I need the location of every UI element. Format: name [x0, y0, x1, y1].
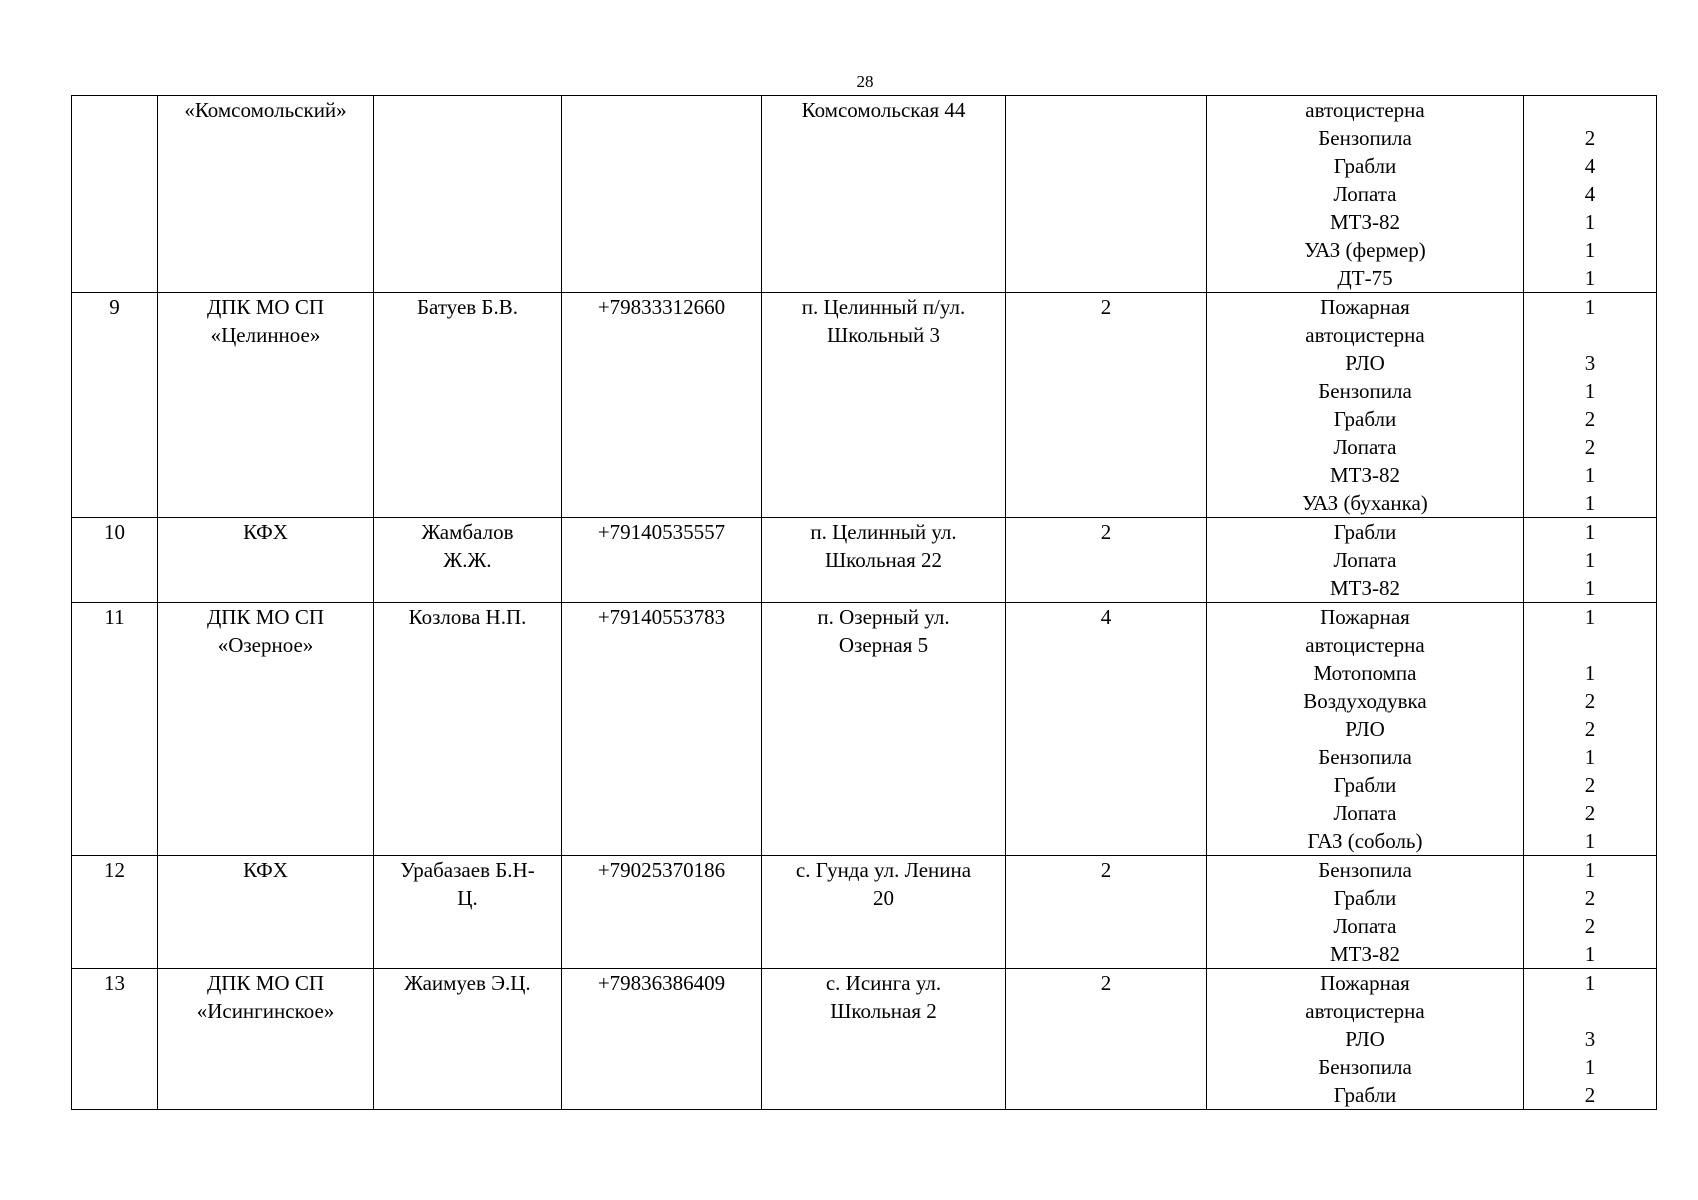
organization-cell-line: «Комсомольский» — [184, 98, 347, 122]
organization-cell — [158, 293, 374, 518]
equipment-qty-cell-line: 2 — [1584, 126, 1596, 150]
equipment-name-cell-line: Бензопила — [1318, 379, 1412, 403]
equipment-qty-cell-line: 1 — [1584, 661, 1596, 685]
equipment-name-cell-line: Бензопила — [1318, 858, 1412, 882]
head-name-cell — [374, 96, 562, 293]
organization-cell-line: ДПК МО СП — [206, 605, 324, 629]
phone-cell — [562, 293, 762, 518]
phone-cell — [562, 518, 762, 603]
equipment-qty-cell-line: 2 — [1584, 801, 1596, 825]
page-number: 28 — [856, 72, 874, 91]
organization-cell — [158, 603, 374, 856]
equipment-name-cell — [1207, 969, 1524, 1110]
table-row — [72, 518, 1657, 603]
personnel-count-cell-line: 2 — [1100, 971, 1112, 995]
equipment-qty-cell-line: 1 — [1584, 942, 1596, 966]
address-cell — [762, 969, 1006, 1110]
organization-cell — [158, 96, 374, 293]
phone-cell — [562, 603, 762, 856]
equipment-qty-cell-line — [1527, 997, 1653, 1025]
head-name-cell-line: Ц. — [457, 886, 478, 910]
equipment-qty-cell-line — [1527, 631, 1653, 659]
equipment-name-cell-line: автоцистерна — [1305, 633, 1425, 657]
equipment-qty-cell-line: 1 — [1584, 971, 1596, 995]
equipment-name-cell-line: Лопата — [1333, 435, 1397, 459]
head-name-cell-line: Козлова Н.П. — [408, 605, 527, 629]
row-number-cell — [72, 856, 158, 969]
address-cell — [762, 603, 1006, 856]
equipment-qty-cell-line: 4 — [1584, 154, 1596, 178]
equipment-name-cell-line: Лопата — [1333, 548, 1397, 572]
head-name-cell — [374, 603, 562, 856]
address-cell-line: Школьный 3 — [827, 323, 940, 347]
equipment-qty-cell-line: 1 — [1584, 858, 1596, 882]
equipment-name-cell-line: Грабли — [1333, 886, 1397, 910]
address-cell-line: Школьная 22 — [824, 548, 943, 572]
equipment-name-cell-line: Бензопила — [1318, 1055, 1412, 1079]
equipment-qty-cell-line: 1 — [1584, 829, 1596, 853]
equipment-name-cell — [1207, 518, 1524, 603]
address-cell — [762, 96, 1006, 293]
equipment-name-cell — [1207, 603, 1524, 856]
table-row — [72, 293, 1657, 518]
phone-cell — [562, 96, 762, 293]
equipment-qty-cell-line: 1 — [1584, 266, 1596, 290]
personnel-count-cell — [1006, 96, 1207, 293]
organization-cell — [158, 856, 374, 969]
row-number-cell — [72, 969, 158, 1110]
equipment-qty-cell-line: 2 — [1584, 886, 1596, 910]
equipment-qty-cell-line: 2 — [1584, 717, 1596, 741]
address-cell — [762, 293, 1006, 518]
equipment-name-cell-line: автоцистерна — [1305, 323, 1425, 347]
equipment-qty-cell-line: 2 — [1584, 1083, 1596, 1107]
equipment-name-cell-line: Воздуходувка — [1303, 689, 1427, 713]
equipment-name-cell — [1207, 96, 1524, 293]
phone-cell-line: +79140535557 — [597, 520, 726, 544]
phone-cell — [562, 969, 762, 1110]
equipment-name-cell-line: МТЗ-82 — [1329, 463, 1400, 487]
organization-cell-line: КФХ — [243, 520, 288, 544]
row-number-cell-line: 13 — [104, 971, 125, 995]
row-number-cell-line: 10 — [104, 520, 125, 544]
phone-cell-line: +79025370186 — [597, 858, 726, 882]
organization-cell — [158, 518, 374, 603]
organization-cell-line: «Целинное» — [210, 323, 321, 347]
row-number-cell-line: 12 — [104, 858, 125, 882]
head-name-cell — [374, 969, 562, 1110]
phone-cell — [562, 856, 762, 969]
table-row — [72, 603, 1657, 856]
equipment-qty-cell-line: 2 — [1584, 435, 1596, 459]
equipment-name-cell-line: УАЗ (фермер) — [1304, 238, 1426, 262]
address-cell-line: Комсомольская 44 — [801, 98, 966, 122]
address-cell-line: 20 — [873, 886, 894, 910]
equipment-table — [71, 95, 1657, 1110]
address-cell-line: с. Гунда ул. Ленина — [795, 858, 972, 882]
equipment-qty-cell — [1524, 96, 1657, 293]
address-cell — [762, 856, 1006, 969]
head-name-cell — [374, 293, 562, 518]
personnel-count-cell — [1006, 518, 1207, 603]
equipment-qty-cell-line: 2 — [1584, 689, 1596, 713]
equipment-name-cell — [1207, 856, 1524, 969]
equipment-name-cell-line: Бензопила — [1318, 745, 1412, 769]
table-row — [72, 96, 1657, 293]
table-row — [72, 969, 1657, 1110]
table-body — [72, 96, 1657, 1110]
equipment-name-cell-line: Грабли — [1333, 154, 1397, 178]
equipment-name-cell-line: автоцистерна — [1305, 999, 1425, 1023]
address-cell-line: п. Целинный п/ул. — [801, 295, 966, 319]
equipment-name-cell-line: Грабли — [1333, 520, 1397, 544]
equipment-qty-cell — [1524, 293, 1657, 518]
organization-cell-line: ДПК МО СП — [206, 295, 324, 319]
equipment-name-cell-line: Грабли — [1333, 773, 1397, 797]
equipment-qty-cell-line: 2 — [1584, 773, 1596, 797]
head-name-cell — [374, 518, 562, 603]
address-cell-line: Озерная 5 — [838, 633, 929, 657]
equipment-name-cell-line: ДТ-75 — [1337, 266, 1393, 290]
equipment-qty-cell — [1524, 518, 1657, 603]
equipment-qty-cell-line: 1 — [1584, 491, 1596, 515]
address-cell-line: п. Озерный ул. — [817, 605, 950, 629]
organization-cell — [158, 969, 374, 1110]
equipment-qty-cell-line: 1 — [1584, 295, 1596, 319]
equipment-qty-cell-line: 1 — [1584, 463, 1596, 487]
equipment-qty-cell-line: 1 — [1584, 745, 1596, 769]
equipment-name-cell-line: Мотопомпа — [1313, 661, 1417, 685]
organization-cell-line: КФХ — [243, 858, 288, 882]
equipment-qty-cell-line: 1 — [1584, 548, 1596, 572]
table-row — [72, 856, 1657, 969]
personnel-count-cell — [1006, 293, 1207, 518]
head-name-cell-line: Урабазаев Б.Н- — [400, 858, 535, 882]
address-cell-line: п. Целинный ул. — [810, 520, 957, 544]
equipment-qty-cell-line: 3 — [1584, 1027, 1596, 1051]
organization-cell-line: «Исингинское» — [196, 999, 335, 1023]
row-number-cell-line: 9 — [109, 295, 120, 319]
equipment-qty-cell-line: 1 — [1584, 1055, 1596, 1079]
address-cell-line: с. Исинга ул. — [825, 971, 942, 995]
equipment-name-cell-line: МТЗ-82 — [1329, 942, 1400, 966]
equipment-name-cell-line: автоцистерна — [1305, 98, 1425, 122]
head-name-cell-line: Ж.Ж. — [443, 548, 492, 572]
equipment-qty-cell-line — [1527, 321, 1653, 349]
equipment-qty-cell-line: 3 — [1584, 351, 1596, 375]
equipment-name-cell-line: Пожарная — [1320, 971, 1410, 995]
address-cell-line: Школьная 2 — [830, 999, 937, 1023]
personnel-count-cell — [1006, 969, 1207, 1110]
equipment-name-cell-line: РЛО — [1345, 1027, 1385, 1051]
equipment-qty-cell-line: 2 — [1584, 914, 1596, 938]
equipment-qty-cell-line: 2 — [1584, 407, 1596, 431]
personnel-count-cell — [1006, 603, 1207, 856]
equipment-name-cell-line: МТЗ-82 — [1329, 576, 1400, 600]
equipment-qty-cell-line — [1527, 96, 1653, 124]
equipment-qty-cell — [1524, 969, 1657, 1110]
phone-cell-line: +79140553783 — [597, 605, 726, 629]
row-number-cell-line: 11 — [104, 605, 125, 629]
personnel-count-cell — [1006, 856, 1207, 969]
equipment-name-cell-line: Пожарная — [1320, 295, 1410, 319]
equipment-name-cell-line: Бензопила — [1318, 126, 1412, 150]
equipment-qty-cell-line: 1 — [1584, 520, 1596, 544]
head-name-cell-line: Жамбалов — [421, 520, 514, 544]
equipment-name-cell-line: РЛО — [1345, 717, 1385, 741]
equipment-qty-cell-line: 1 — [1584, 210, 1596, 234]
equipment-qty-cell-line: 1 — [1584, 238, 1596, 262]
equipment-qty-cell — [1524, 856, 1657, 969]
personnel-count-cell-line: 4 — [1100, 605, 1112, 629]
equipment-qty-cell-line: 1 — [1584, 379, 1596, 403]
equipment-qty-cell-line: 1 — [1584, 576, 1596, 600]
equipment-qty-cell-line: 4 — [1584, 182, 1596, 206]
equipment-name-cell-line: Лопата — [1333, 801, 1397, 825]
personnel-count-cell-line: 2 — [1100, 520, 1112, 544]
personnel-count-cell-line: 2 — [1100, 295, 1112, 319]
row-number-cell — [72, 603, 158, 856]
equipment-name-cell-line: Лопата — [1333, 182, 1397, 206]
phone-cell-line: +79833312660 — [597, 295, 726, 319]
equipment-qty-cell — [1524, 603, 1657, 856]
personnel-count-cell-line: 2 — [1100, 858, 1112, 882]
head-name-cell-line: Батуев Б.В. — [416, 295, 518, 319]
organization-cell-line: «Озерное» — [217, 633, 314, 657]
equipment-name-cell-line: Пожарная — [1320, 605, 1410, 629]
equipment-qty-cell-line: 1 — [1584, 605, 1596, 629]
row-number-cell — [72, 518, 158, 603]
equipment-name-cell-line: РЛО — [1345, 351, 1385, 375]
organization-cell-line: ДПК МО СП — [206, 971, 324, 995]
equipment-name-cell-line: Грабли — [1333, 1083, 1397, 1107]
row-number-cell — [72, 293, 158, 518]
row-number-cell — [72, 96, 158, 293]
equipment-name-cell-line: УАЗ (буханка) — [1302, 491, 1428, 515]
equipment-name-cell-line: ГАЗ (соболь) — [1307, 829, 1423, 853]
equipment-name-cell-line: Лопата — [1333, 914, 1397, 938]
address-cell — [762, 518, 1006, 603]
phone-cell-line: +79836386409 — [597, 971, 726, 995]
head-name-cell — [374, 856, 562, 969]
equipment-name-cell — [1207, 293, 1524, 518]
head-name-cell-line: Жаимуев Э.Ц. — [404, 971, 531, 995]
equipment-name-cell-line: МТЗ-82 — [1329, 210, 1400, 234]
equipment-name-cell-line: Грабли — [1333, 407, 1397, 431]
